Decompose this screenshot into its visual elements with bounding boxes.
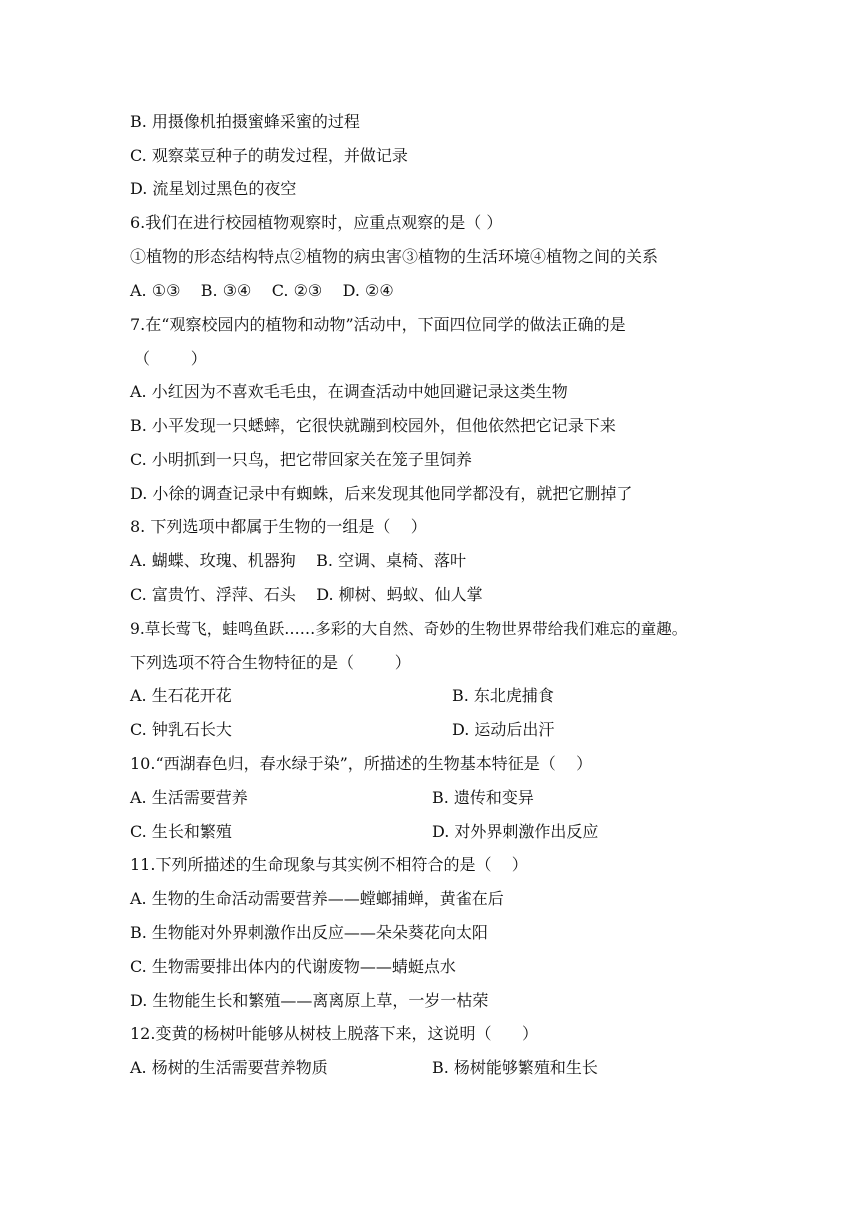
q7-option-a: A. 小红因为不喜欢毛毛虫，在调查活动中她回避记录这类生物	[130, 382, 568, 401]
q7-answer-blank: （ ）	[134, 349, 207, 368]
q7-option-c: C. 小明抓到一只鸟，把它带回家关在笼子里饲养	[130, 450, 472, 469]
q12-option-b: B. 杨树能够繁殖和生长	[432, 1058, 598, 1077]
q9-stem: 9.草长莺飞，蛙鸣鱼跃……多彩的大自然、奇妙的生物世界带给我们难忘的童趣。	[130, 620, 688, 638]
q11-option-d: D. 生物能生长和繁殖——离离原上草，一岁一枯荣	[130, 991, 489, 1010]
q9-option-b: B. 东北虎捕食	[452, 686, 554, 705]
q9-option-c: C. 钟乳石长大	[130, 720, 232, 739]
q7-option-d: D. 小徐的调查记录中有蜘蛛，后来发现其他同学都没有，就把它删掉了	[130, 484, 633, 503]
q12-stem: 12.变黄的杨树叶能够从树枝上脱落下来，这说明（ ）	[130, 1024, 538, 1043]
q10-option-a: A. 生活需要营养	[130, 788, 248, 807]
q8-stem: 8. 下列选项中都属于生物的一组是（ ）	[130, 517, 427, 536]
q10-option-c: C. 生长和繁殖	[130, 822, 232, 841]
q11-stem: 11.下列所描述的生命现象与其实例不相符合的是（ ）	[130, 855, 528, 874]
q9-stem-cont: 下列选项不符合生物特征的是（ ）	[130, 653, 411, 672]
q11-option-c: C. 生物需要排出体内的代谢废物——蜻蜓点水	[130, 957, 456, 976]
q7-option-b: B. 小平发现一只蟋蟀，它很快就蹦到校园外，但他依然把它记录下来	[130, 416, 616, 435]
q12-option-a: A. 杨树的生活需要营养物质	[130, 1058, 328, 1077]
q6-statements: ①植物的形态结构特点②植物的病虫害③植物的生活环境④植物之间的关系	[130, 247, 659, 266]
q7-stem: 7.在“观察校园内的植物和动物”活动中，下面四位同学的做法正确的是	[130, 315, 626, 334]
q5-option-c: C. 观察菜豆种子的萌发过程，并做记录	[130, 146, 408, 165]
q10-option-b: B. 遗传和变异	[432, 788, 534, 807]
q8-options-cd: C. 富贵竹、浮萍、石头 D. 柳树、蚂蚁、仙人掌	[130, 585, 483, 604]
q9-option-d: D. 运动后出汗	[452, 720, 555, 739]
q8-options-ab: A. 蝴蝶、玫瑰、机器狗 B. 空调、桌椅、落叶	[130, 551, 467, 570]
q11-option-b: B. 生物能对外界刺激作出反应——朵朵葵花向太阳	[130, 923, 488, 942]
q5-option-d: D. 流星划过黑色的夜空	[130, 179, 297, 198]
q10-stem: 10.“西湖春色归，春水绿于染”，所描述的生物基本特征是（ ）	[130, 754, 593, 773]
q11-option-a: A. 生物的生命活动需要营养——螳螂捕蝉，黄雀在后	[130, 889, 504, 908]
q10-option-d: D. 对外界刺激作出反应	[432, 822, 599, 841]
q6-options: A. ①③ B. ③④ C. ②③ D. ②④	[130, 281, 394, 300]
q6-stem: 6.我们在进行校园植物观察时，应重点观察的是（ ）	[130, 213, 503, 232]
q5-option-b: B. 用摄像机拍摄蜜蜂采蜜的过程	[130, 112, 360, 131]
q9-option-a: A. 生石花开花	[130, 686, 232, 705]
